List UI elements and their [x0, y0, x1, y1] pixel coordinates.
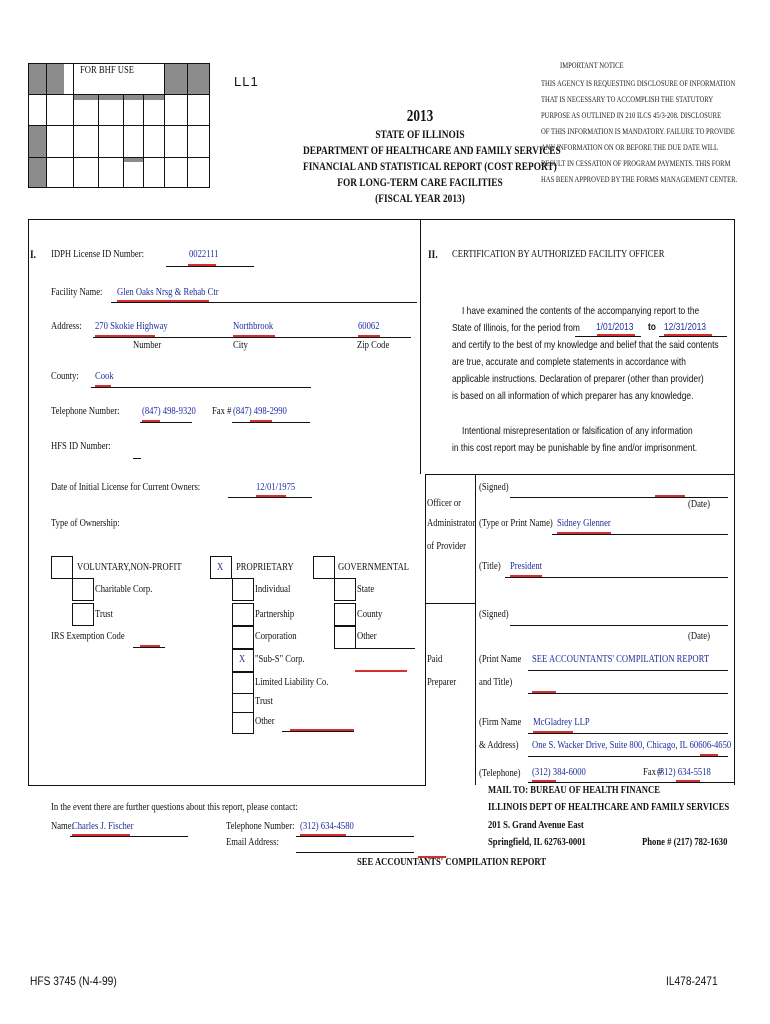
- individual-checkbox[interactable]: [232, 578, 254, 601]
- officer-label1: Officer or: [427, 498, 462, 509]
- proprietary-label: PROPRIETARY: [236, 562, 294, 573]
- firm-address-value[interactable]: One S. Wacker Drive, Suite 800, Chicago, IL 60606-4650: [532, 740, 732, 751]
- preparer-signature-field[interactable]: [510, 625, 728, 626]
- charitable-checkbox[interactable]: [72, 578, 94, 601]
- header-line1: STATE OF ILLINOIS: [375, 127, 465, 141]
- preparer-label2: Preparer: [427, 677, 457, 688]
- p-other-label: Other: [255, 716, 275, 727]
- mail-line1: MAIL TO: BUREAU OF HEALTH FINANCE: [488, 785, 660, 796]
- preparer-date-label: (Date): [688, 631, 710, 642]
- period-to-word: to: [648, 321, 656, 333]
- idph-value[interactable]: 0022111: [189, 249, 219, 260]
- warn-line2: in this cost report may be punishable by fine and/or imprisonment.: [452, 442, 698, 454]
- state-label: State: [357, 584, 375, 595]
- header-line3: FINANCIAL AND STATISTICAL REPORT (COST REPORT): [303, 159, 557, 173]
- governmental-checkbox[interactable]: [313, 556, 335, 579]
- officer-name-label: (Type or Print Name): [479, 518, 553, 529]
- trust-label: Trust: [95, 609, 113, 620]
- report-year: 2013: [406, 106, 434, 125]
- state-checkbox[interactable]: [334, 578, 356, 601]
- frame-top-rule: [28, 219, 734, 220]
- address-label: Address:: [51, 321, 82, 332]
- voluntary-checkbox[interactable]: [51, 556, 73, 579]
- contact-email-label: Email Address:: [226, 837, 279, 848]
- phone-label: Telephone Number:: [51, 406, 120, 417]
- notice-line: PURPOSE AS OUTLINED IN 210 ILCS 45/3-208. DISCLOSURE: [541, 110, 722, 120]
- contact-name-label: Name:: [51, 821, 74, 832]
- firm-address-label: & Address): [479, 740, 519, 751]
- mail-phone: Phone # (217) 782-1630: [642, 837, 728, 848]
- cert-line5: applicable instructions. Declaration of preparer (other than provider): [452, 373, 704, 385]
- county-value[interactable]: Cook: [95, 371, 114, 382]
- notice-title: IMPORTANT NOTICE: [560, 60, 624, 70]
- county-checkbox[interactable]: [334, 603, 356, 626]
- city-caption: City: [233, 340, 248, 351]
- corporation-label: Corporation: [255, 631, 297, 642]
- preparer-print-name-value[interactable]: SEE ACCOUNTANTS' COMPILATION REPORT: [532, 654, 710, 665]
- period-to-value[interactable]: 12/31/2013: [664, 321, 707, 333]
- partnership-label: Partnership: [255, 609, 295, 620]
- subs-corp-mark: X: [239, 654, 246, 665]
- notice-line: OF THIS INFORMATION IS MANDATORY. FAILURE TO PROVIDE: [541, 126, 735, 136]
- preparer-telephone-label: (Telephone): [479, 768, 521, 779]
- officer-date-label: (Date): [688, 499, 710, 510]
- irs-exemption-field[interactable]: [133, 647, 165, 648]
- section-divider: [420, 219, 421, 474]
- frame-bottom-rule: [28, 785, 426, 786]
- contact-intro: In the event there are further questions about this report, please contact:: [51, 802, 298, 813]
- g-other-checkbox[interactable]: [334, 626, 356, 649]
- mail-line2: ILLINOIS DEPT OF HEALTHCARE AND FAMILY SERVICES: [488, 802, 730, 813]
- header-line4: FOR LONG-TERM CARE FACILITIES: [337, 175, 503, 189]
- preparer-fax-label: Fax #: [643, 767, 663, 778]
- g-other-label: Other: [357, 631, 377, 642]
- section2-roman: II.: [428, 249, 438, 261]
- phone-value[interactable]: (847) 498-9320: [142, 406, 196, 417]
- county-own-label: County: [357, 609, 383, 620]
- officer-label3: of Provider: [427, 541, 466, 552]
- contact-phone-value[interactable]: (312) 634-4580: [300, 821, 354, 832]
- notice-line: ANY INFORMATION ON OR BEFORE THE DUE DATE WILL: [541, 142, 719, 152]
- officer-signature-field[interactable]: [510, 497, 728, 498]
- facility-value[interactable]: Glen Oaks Nrsg & Rehab Ctr: [117, 287, 219, 298]
- header-line2: DEPARTMENT OF HEALTHCARE AND FAMILY SERVICES: [303, 143, 561, 157]
- idph-label: IDPH License ID Number:: [51, 249, 145, 260]
- individual-label: Individual: [255, 584, 291, 595]
- contact-phone-label: Telephone Number:: [226, 821, 295, 832]
- zip-caption: Zip Code: [357, 340, 390, 351]
- form-number: HFS 3745 (N-4-99): [30, 974, 117, 988]
- cert-line4: are true, accurate and complete statements in accordance with: [452, 356, 686, 368]
- officer-label2: Administrator: [427, 518, 476, 529]
- frame-right-rule: [734, 219, 735, 785]
- officer-signed-label: (Signed): [479, 482, 509, 493]
- section1-roman: I.: [30, 249, 37, 261]
- fax-label: Fax #: [212, 406, 232, 417]
- officer-name-value[interactable]: Sidney Glenner: [557, 518, 611, 529]
- llc-checkbox[interactable]: [232, 672, 254, 695]
- g-other-field[interactable]: [355, 648, 415, 649]
- initial-license-label: Date of Initial License for Current Owners:: [51, 482, 201, 493]
- fax-value[interactable]: (847) 498-2990: [233, 406, 287, 417]
- cert-line2: State of Illinois, for the period from: [452, 322, 580, 334]
- cert-line6: is based on all information of which preparer has any knowledge.: [452, 390, 694, 402]
- charitable-label: Charitable Corp.: [95, 584, 153, 595]
- corporation-checkbox[interactable]: [232, 626, 254, 649]
- mail-line3: 201 S. Grand Avenue East: [488, 820, 584, 831]
- preparer-signed-label: (Signed): [479, 609, 509, 620]
- number-caption: Number: [133, 340, 162, 351]
- hfs-label: HFS ID Number:: [51, 441, 111, 452]
- proprietary-mark: X: [217, 562, 224, 573]
- period-from-value[interactable]: 1/01/2013: [596, 321, 634, 333]
- form-id: IL478-2471: [666, 974, 718, 988]
- notice-line: THAT IS NECESSARY TO ACCOMPLISH THE STATUTORY: [541, 94, 714, 104]
- city-value[interactable]: Northbrook: [233, 321, 274, 332]
- officer-title-value[interactable]: President: [510, 561, 543, 572]
- zip-value[interactable]: 60062: [358, 321, 380, 332]
- cert-line1: I have examined the contents of the accompanying report to the: [462, 305, 700, 317]
- voluntary-label: VOLUNTARY,NON-PROFIT: [77, 562, 182, 573]
- p-other-field[interactable]: [282, 731, 354, 732]
- street-value[interactable]: 270 Skokie Highway: [95, 321, 168, 332]
- officer-title-label: (Title): [479, 561, 501, 572]
- subs-corp-label: "Sub-S" Corp.: [255, 654, 305, 665]
- bhf-use-label: FOR BHF USE: [80, 65, 135, 76]
- firm-name-label: (Firm Name: [479, 717, 522, 728]
- firm-name-value[interactable]: McGladrey LLP: [533, 717, 590, 728]
- notice-line: HAS BEEN APPROVED BY THE FORMS MANAGEMENT CENTER.: [541, 174, 738, 184]
- preparer-fax-value[interactable]: (312) 634-5518: [657, 767, 711, 778]
- notice-line: RESULT IN CESSATION OF PROGRAM PAYMENTS. THIS FORM: [541, 158, 731, 168]
- preparer-telephone-value[interactable]: (312) 384-6000: [532, 767, 586, 778]
- cert-line3: and certify to the best of my knowledge and belief that the said contents: [452, 339, 719, 351]
- contact-email-field[interactable]: [296, 852, 414, 853]
- ownership-label: Type of Ownership:: [51, 518, 120, 529]
- preparer-print-name-label: (Print Name: [479, 654, 522, 665]
- see-accountants-note: SEE ACCOUNTANTS' COMPILATION REPORT: [357, 857, 547, 868]
- warn-line1: Intentional misrepresentation or falsification of any information: [462, 425, 693, 437]
- hfs-field[interactable]: [133, 458, 141, 459]
- p-trust-label: Trust: [255, 696, 273, 707]
- trust-checkbox[interactable]: [72, 603, 94, 626]
- contact-name-value[interactable]: Charles J. Fischer: [72, 821, 134, 832]
- governmental-label: GOVERNMENTAL: [338, 562, 410, 573]
- form-code: LL1: [234, 74, 259, 89]
- bhf-use-grid: [28, 63, 210, 188]
- header-line5: (FISCAL YEAR 2013): [375, 191, 465, 205]
- certification-title: CERTIFICATION BY AUTHORIZED FACILITY OFFICER: [452, 249, 665, 260]
- initial-license-value[interactable]: 12/01/1975: [256, 482, 296, 493]
- mail-line4: Springfield, IL 62763-0001: [488, 837, 586, 848]
- notice-line: THIS AGENCY IS REQUESTING DISCLOSURE OF INFORMATION: [541, 78, 736, 88]
- p-trust-checkbox[interactable]: [232, 693, 254, 713]
- county-label: County:: [51, 371, 79, 382]
- irs-exemption-label: IRS Exemption Code: [51, 631, 125, 642]
- p-other-checkbox[interactable]: [232, 712, 254, 734]
- frame-left-rule: [28, 219, 29, 785]
- preparer-label1: Paid: [427, 654, 443, 665]
- llc-label: Limited Liability Co.: [255, 677, 329, 688]
- partnership-checkbox[interactable]: [232, 603, 254, 626]
- facility-label: Facility Name:: [51, 287, 103, 298]
- preparer-and-title-label: and Title): [479, 677, 513, 688]
